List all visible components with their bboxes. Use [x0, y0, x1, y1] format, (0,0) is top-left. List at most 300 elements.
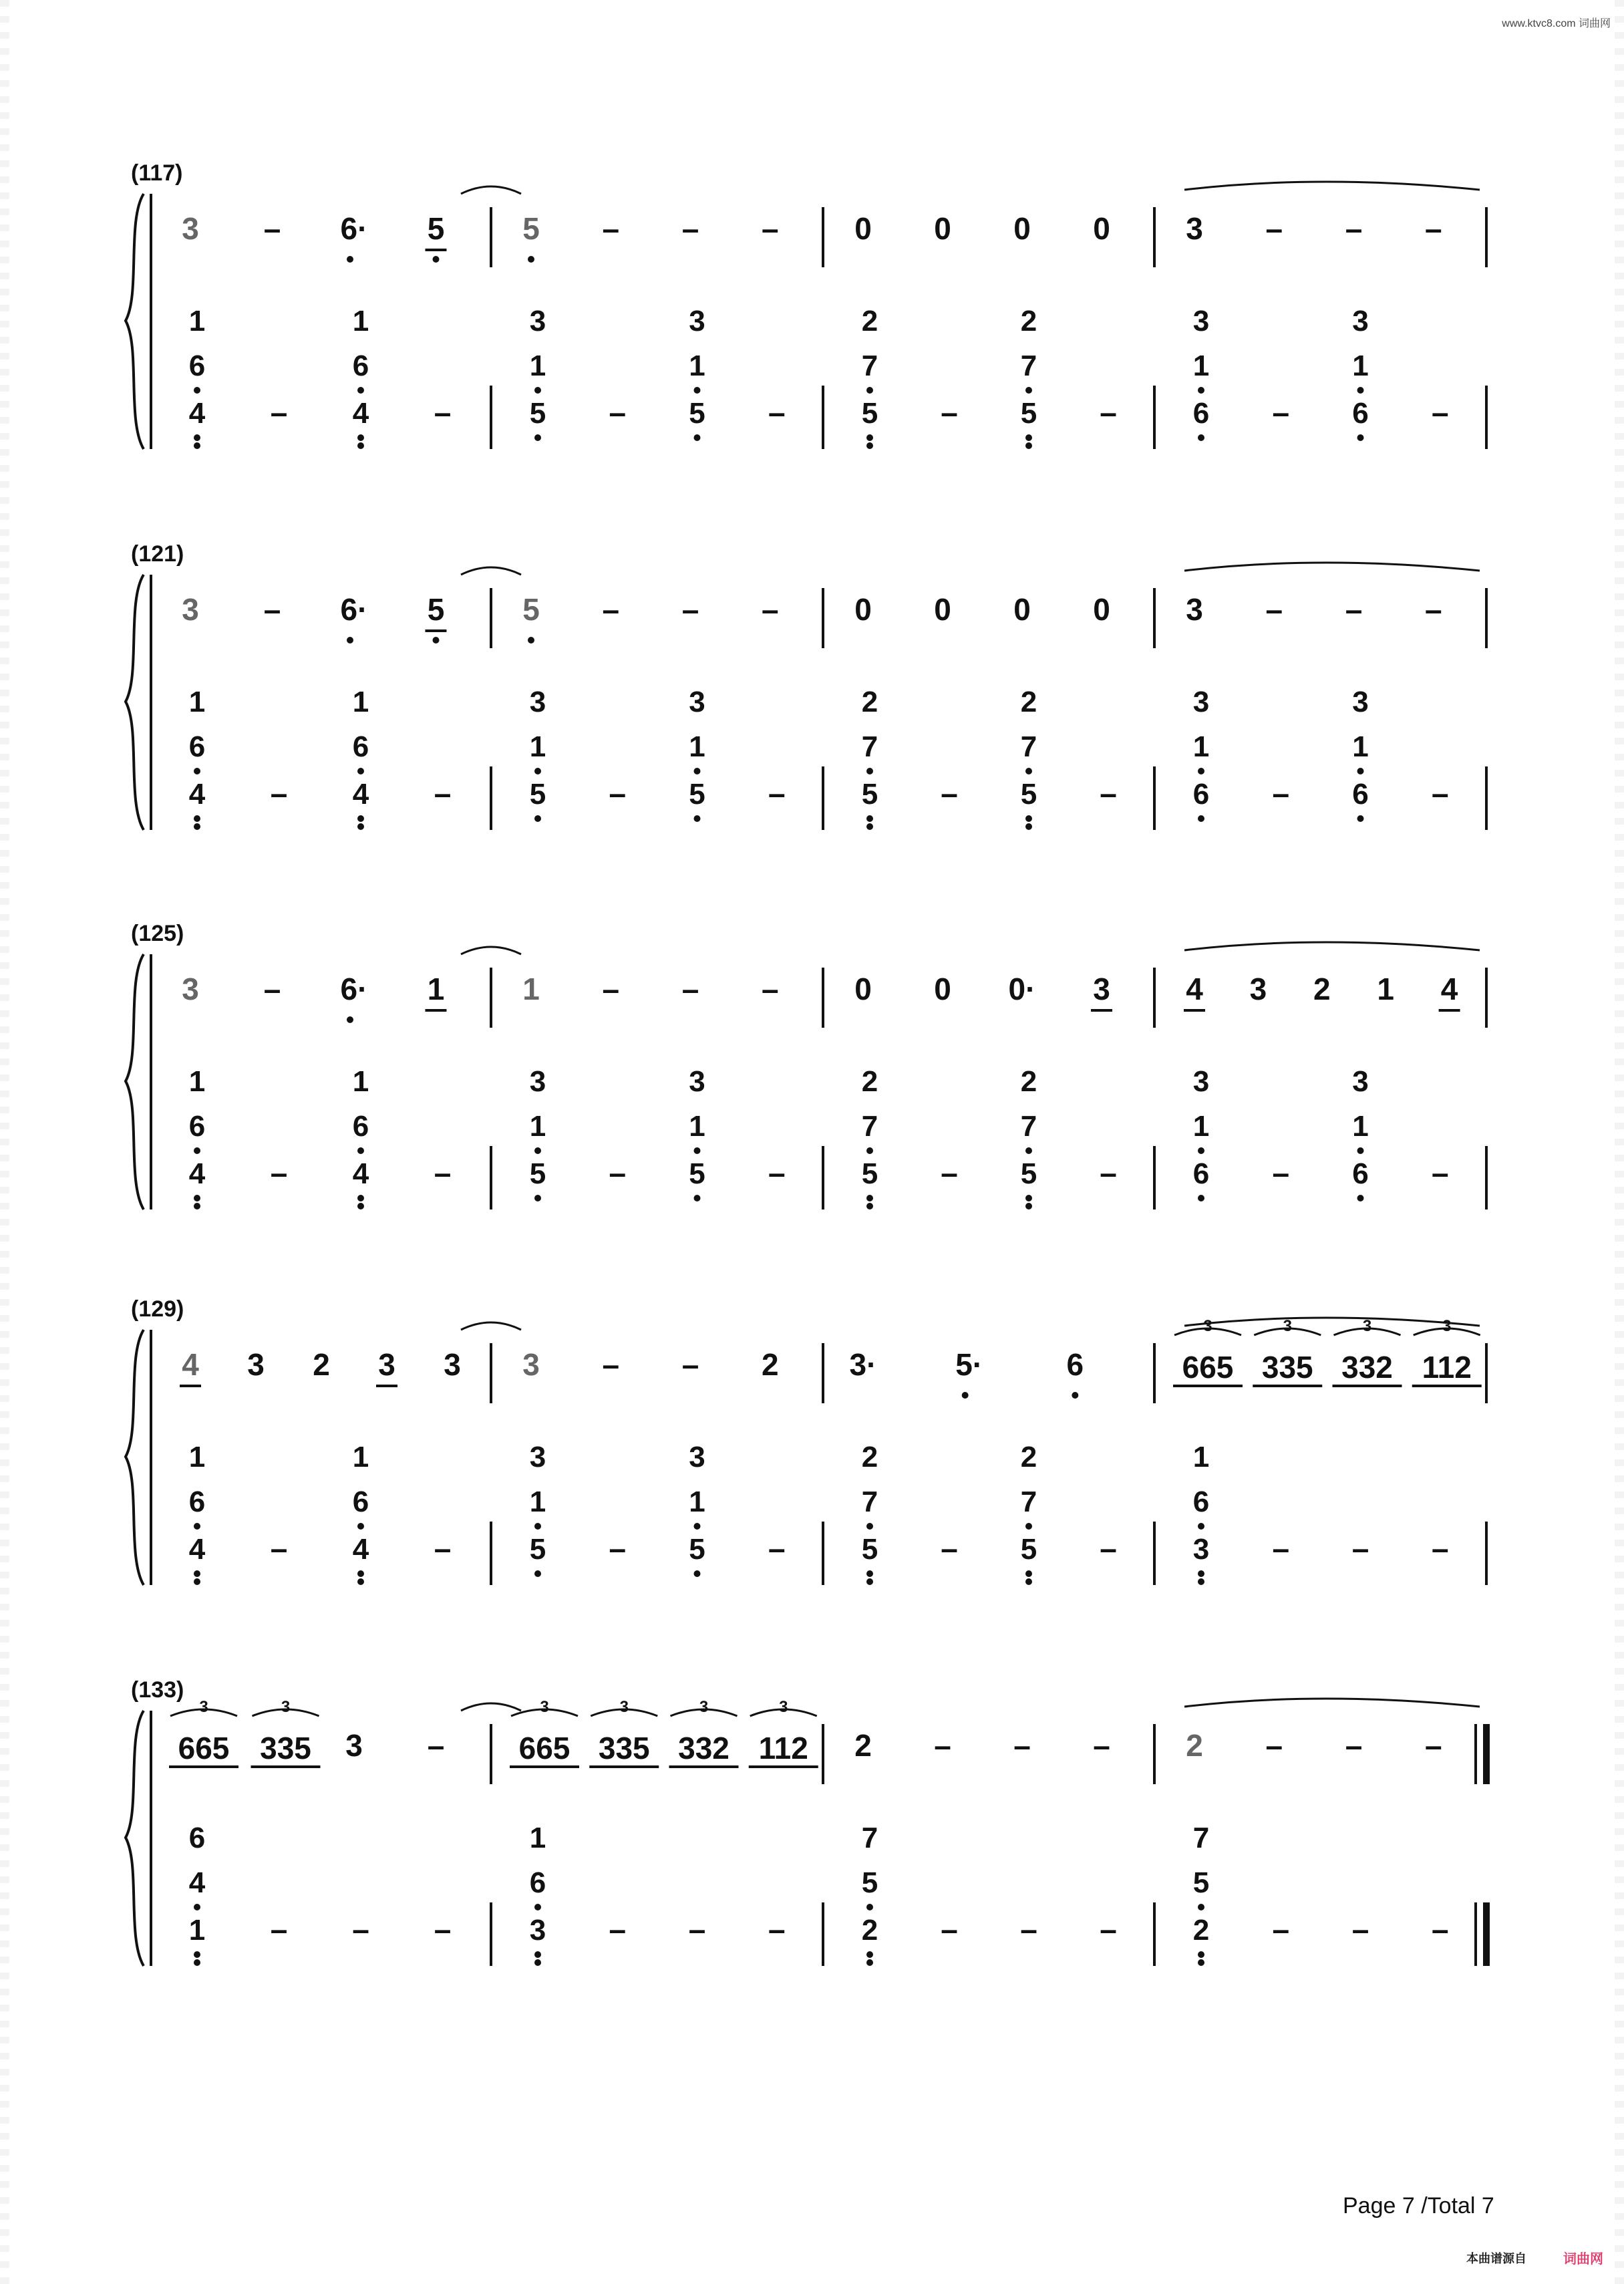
slur-arc [1184, 182, 1480, 190]
low-octave-dot [1025, 823, 1032, 830]
low-octave-dot [433, 637, 440, 644]
chord-note: 5 [529, 778, 546, 811]
low-octave-dot [1198, 1578, 1204, 1585]
low-octave-dot [694, 815, 701, 822]
low-octave-dot [962, 1392, 969, 1399]
low-octave-dot [357, 387, 364, 394]
chord-note: 6 [352, 349, 369, 382]
chord-note: 5 [529, 397, 546, 430]
low-octave-dot [1198, 1195, 1204, 1201]
triplet-number: 3 [1283, 1317, 1292, 1335]
chord-note: 5 [689, 1533, 705, 1566]
melody-note: 0 [1013, 592, 1031, 627]
chord-note: 2 [1020, 1441, 1037, 1473]
tie-arc [461, 947, 521, 954]
melody-note: 6· [340, 211, 368, 246]
low-octave-dot [528, 256, 534, 263]
low-octave-dot [1025, 1578, 1032, 1585]
chord-note: 3 [689, 686, 705, 718]
low-octave-dot [528, 637, 534, 644]
chord-note: 6 [1352, 397, 1369, 430]
rest-dash: – [768, 1531, 786, 1566]
rest-dash: – [270, 1912, 288, 1947]
chord-note: 1 [1352, 730, 1369, 763]
chord-note: 7 [861, 1485, 878, 1518]
chord-note: 5 [1192, 1866, 1210, 1899]
low-octave-dot [1025, 387, 1032, 394]
melody-note: 2 [313, 1347, 330, 1382]
triplet-notes: 332 [1341, 1350, 1393, 1385]
chord-note: 5 [1020, 397, 1037, 430]
page-number: Page 7 /Total 7 [1343, 2193, 1494, 2219]
low-octave-dot [694, 1147, 701, 1154]
low-octave-dot [194, 1951, 200, 1958]
low-octave-dot [357, 1570, 364, 1577]
chord-note: 3 [1192, 305, 1210, 337]
rest-dash: – [1431, 776, 1449, 811]
low-octave-dot [1025, 768, 1032, 774]
melody-note: 0 [854, 211, 872, 246]
rest-dash: – [1272, 1155, 1290, 1190]
rest-dash: – [941, 1155, 958, 1190]
tie-arc [461, 567, 521, 575]
rest-dash: – [681, 1347, 699, 1382]
chord-note: 3 [689, 1441, 705, 1473]
chord-note: 5 [1020, 778, 1037, 811]
rest-dash: – [1424, 211, 1442, 246]
melody-note: 0 [854, 972, 872, 1006]
low-octave-dot [357, 1578, 364, 1585]
chord-note: 3 [1192, 686, 1210, 718]
low-octave-dot [194, 434, 200, 441]
low-octave-dot [194, 1195, 200, 1201]
melody-note: 3 [345, 1728, 363, 1763]
low-octave-dot [866, 1904, 873, 1910]
chord-note: 3 [1192, 1533, 1210, 1566]
chord-note: 1 [689, 349, 705, 382]
triplet-notes: 112 [1422, 1350, 1472, 1385]
chord-note: 3 [689, 1065, 705, 1098]
triplet-number: 3 [540, 1698, 549, 1716]
rest-dash: – [1093, 1728, 1110, 1763]
chord-note: 3 [1192, 1065, 1210, 1098]
chord-note: 7 [861, 1822, 878, 1854]
melody-note: 3 [182, 592, 199, 627]
low-octave-dot [866, 823, 873, 830]
low-octave-dot [357, 442, 364, 449]
triplet-number: 3 [619, 1698, 629, 1716]
triplet-notes: 335 [598, 1731, 650, 1765]
chord-note: 5 [1020, 1533, 1037, 1566]
chord-note: 7 [1020, 1485, 1037, 1518]
melody-note: 3· [849, 1347, 877, 1382]
low-octave-dot [194, 1578, 200, 1585]
chord-note: 1 [188, 305, 206, 337]
low-octave-dot [357, 1203, 364, 1209]
rest-dash: – [609, 395, 627, 430]
triplet-notes: 665 [518, 1731, 571, 1765]
low-octave-dot [1025, 442, 1032, 449]
rest-dash: – [1100, 395, 1117, 430]
low-octave-dot [1357, 387, 1364, 394]
rest-dash: – [434, 1912, 452, 1947]
system-brace [126, 1330, 144, 1585]
chord-note: 3 [689, 305, 705, 337]
chord-note: 1 [1192, 349, 1210, 382]
triplet-number: 3 [199, 1698, 208, 1716]
rest-dash: – [1424, 592, 1442, 627]
low-octave-dot [357, 815, 364, 822]
rest-dash: – [263, 211, 281, 246]
low-octave-dot [534, 387, 541, 394]
rest-dash: – [352, 1912, 369, 1947]
chord-note: 1 [689, 1110, 705, 1143]
melody-note: 6 [1066, 1347, 1084, 1382]
low-octave-dot [1198, 434, 1204, 441]
chord-note: 1 [1192, 730, 1210, 763]
rest-dash: – [1265, 211, 1283, 246]
melody-note: 6· [340, 972, 368, 1006]
low-octave-dot [866, 1951, 873, 1958]
low-octave-dot [694, 1523, 701, 1530]
melody-note: 3 [1093, 972, 1110, 1006]
triplet-notes: 332 [678, 1731, 729, 1765]
chord-note: 5 [861, 1157, 878, 1190]
low-octave-dot [194, 1959, 200, 1966]
chord-note: 6 [529, 1866, 546, 1899]
chord-note: 6 [188, 1485, 206, 1518]
rest-dash: – [768, 395, 786, 430]
rest-dash: – [434, 1531, 452, 1566]
chord-note: 1 [529, 1822, 546, 1854]
low-octave-dot [534, 1904, 541, 1910]
slur-arc [1184, 1699, 1480, 1707]
rest-dash: – [1265, 1728, 1283, 1763]
melody-note: 0· [1008, 972, 1036, 1006]
rest-dash: – [1345, 1728, 1363, 1763]
triplet-number: 3 [281, 1698, 291, 1716]
rest-dash: – [1265, 592, 1283, 627]
low-octave-dot [1357, 768, 1364, 774]
chord-note: 6 [188, 730, 206, 763]
rest-dash: – [681, 211, 699, 246]
chord-note: 2 [861, 1914, 878, 1947]
chord-note: 2 [1020, 305, 1037, 337]
low-octave-dot [534, 1147, 541, 1154]
chord-note: 1 [188, 1065, 206, 1098]
chord-note: 2 [861, 305, 878, 337]
chord-note: 6 [188, 349, 206, 382]
chord-note: 1 [352, 686, 369, 718]
chord-note: 5 [689, 1157, 705, 1190]
rest-dash: – [1431, 395, 1449, 430]
chord-note: 1 [529, 1485, 546, 1518]
rest-dash: – [602, 972, 620, 1006]
rest-dash: – [1100, 776, 1117, 811]
low-octave-dot [866, 768, 873, 774]
low-octave-dot [534, 1959, 541, 1966]
rest-dash: – [941, 1912, 958, 1947]
melody-note: 0 [1093, 211, 1110, 246]
triplet-number: 3 [1362, 1317, 1372, 1335]
low-octave-dot [694, 768, 701, 774]
low-octave-dot [1198, 1570, 1204, 1577]
chord-note: 5 [861, 1533, 878, 1566]
low-octave-dot [534, 815, 541, 822]
low-octave-dot [1198, 815, 1204, 822]
melody-note: 3 [182, 211, 199, 246]
chord-note: 2 [1020, 686, 1037, 718]
low-octave-dot [694, 1570, 701, 1577]
rest-dash: – [1100, 1531, 1117, 1566]
rest-dash: – [270, 1531, 288, 1566]
melody-note: 2 [1186, 1728, 1203, 1763]
low-octave-dot [1357, 1195, 1364, 1201]
chord-note: 6 [1192, 1485, 1210, 1518]
rest-dash: – [1100, 1912, 1117, 1947]
melody-note: 5 [427, 211, 445, 246]
low-octave-dot [194, 1203, 200, 1209]
low-octave-dot [1198, 1523, 1204, 1530]
chord-note: 1 [1192, 1110, 1210, 1143]
low-octave-dot [1025, 1570, 1032, 1577]
low-octave-dot [534, 768, 541, 774]
chord-note: 4 [352, 1157, 369, 1190]
chord-note: 1 [352, 1441, 369, 1473]
chord-note: 4 [352, 778, 369, 811]
melody-note: 1 [427, 972, 445, 1006]
chord-note: 6 [1192, 778, 1210, 811]
chord-note: 1 [1352, 1110, 1369, 1143]
chord-note: 6 [352, 730, 369, 763]
chord-note: 1 [188, 686, 206, 718]
melody-note: 3 [444, 1347, 461, 1382]
low-octave-dot [194, 1904, 200, 1910]
melody-note: 6· [340, 592, 368, 627]
low-octave-dot [347, 1016, 353, 1023]
chord-note: 3 [1352, 686, 1369, 718]
chord-note: 3 [529, 1441, 546, 1473]
chord-note: 4 [188, 778, 206, 811]
slur-arc [1184, 942, 1480, 950]
low-octave-dot [866, 1195, 873, 1201]
low-octave-dot [194, 768, 200, 774]
system-brace [126, 194, 144, 449]
low-octave-dot [194, 442, 200, 449]
chord-note: 1 [188, 1441, 206, 1473]
triplet-number: 3 [1442, 1317, 1452, 1335]
chord-note: 5 [861, 778, 878, 811]
chord-note: 6 [188, 1822, 206, 1854]
chord-note: 6 [352, 1485, 369, 1518]
rest-dash: – [609, 1912, 627, 1947]
chord-note: 1 [529, 349, 546, 382]
site-watermark: www.ktvc8.com 词曲网 [1502, 18, 1611, 29]
chord-note: 4 [188, 1866, 206, 1899]
low-octave-dot [866, 1570, 873, 1577]
system-brace [126, 575, 144, 830]
low-octave-dot [357, 1195, 364, 1201]
triplet-notes: 665 [1182, 1350, 1234, 1385]
chord-note: 2 [861, 1441, 878, 1473]
low-octave-dot [866, 442, 873, 449]
melody-note: 0 [934, 592, 951, 627]
melody-note: 5 [522, 211, 540, 246]
melody-note: 2 [1313, 972, 1331, 1006]
low-octave-dot [194, 823, 200, 830]
chord-note: 4 [352, 1533, 369, 1566]
rest-dash: – [1351, 1912, 1369, 1947]
low-octave-dot [694, 434, 701, 441]
triplet-number: 3 [1203, 1317, 1212, 1335]
low-octave-dot [1025, 1523, 1032, 1530]
rest-dash: – [609, 1531, 627, 1566]
melody-note: 3 [247, 1347, 265, 1382]
low-octave-dot [1025, 815, 1032, 822]
chord-note: 6 [1192, 397, 1210, 430]
melody-note: 4 [182, 1347, 199, 1382]
melody-note: 3 [378, 1347, 395, 1382]
melody-note: 4 [1440, 972, 1458, 1006]
rest-dash: – [761, 972, 779, 1006]
chord-note: 1 [352, 1065, 369, 1098]
melody-note: 5 [427, 592, 445, 627]
low-octave-dot [1357, 1147, 1364, 1154]
rest-dash: – [602, 592, 620, 627]
rest-dash: – [1431, 1531, 1449, 1566]
triplet-number: 3 [699, 1698, 709, 1716]
chord-note: 4 [188, 397, 206, 430]
low-octave-dot [866, 387, 873, 394]
low-octave-dot [866, 1959, 873, 1966]
measure-number: (121) [131, 541, 184, 567]
low-octave-dot [534, 1951, 541, 1958]
low-octave-dot [357, 1523, 364, 1530]
rest-dash: – [688, 1912, 706, 1947]
melody-note: 3 [1186, 592, 1203, 627]
rest-dash: – [1100, 1155, 1117, 1190]
low-octave-dot [534, 434, 541, 441]
chord-note: 7 [1020, 1110, 1037, 1143]
slur-arc [1184, 563, 1480, 571]
melody-note: 0 [1013, 211, 1031, 246]
chord-note: 7 [1020, 730, 1037, 763]
triplet-number: 3 [779, 1698, 788, 1716]
rest-dash: – [434, 395, 452, 430]
chord-note: 1 [352, 305, 369, 337]
system-brace [126, 954, 144, 1209]
rest-dash: – [609, 776, 627, 811]
low-octave-dot [866, 815, 873, 822]
melody-note: 4 [1186, 972, 1203, 1006]
melody-note: 3 [1249, 972, 1267, 1006]
rest-dash: – [1345, 592, 1363, 627]
tie-arc [461, 1322, 521, 1330]
chord-note: 6 [1352, 1157, 1369, 1190]
chord-note: 6 [352, 1110, 369, 1143]
chord-note: 6 [1352, 778, 1369, 811]
chord-note: 7 [861, 1110, 878, 1143]
system-brace [126, 1711, 144, 1966]
chord-note: 5 [1020, 1157, 1037, 1190]
rest-dash: – [1272, 776, 1290, 811]
rest-dash: – [768, 1912, 786, 1947]
chord-note: 4 [188, 1157, 206, 1190]
low-octave-dot [194, 1570, 200, 1577]
melody-note: 2 [854, 1728, 872, 1763]
low-octave-dot [866, 1203, 873, 1209]
chord-note: 7 [861, 730, 878, 763]
rest-dash: – [1272, 1912, 1290, 1947]
rest-dash: – [427, 1728, 445, 1763]
rest-dash: – [941, 776, 958, 811]
rest-dash: – [434, 1155, 452, 1190]
rest-dash: – [1424, 1728, 1442, 1763]
chord-note: 7 [861, 349, 878, 382]
low-octave-dot [1198, 1147, 1204, 1154]
triplet-notes: 335 [1261, 1350, 1313, 1385]
tie-arc [461, 1703, 521, 1711]
measure-number: (125) [131, 921, 184, 946]
rest-dash: – [609, 1155, 627, 1190]
slur-arc [1184, 1318, 1480, 1326]
rest-dash: – [934, 1728, 951, 1763]
triplet-notes: 335 [260, 1731, 311, 1765]
melody-note: 0 [1093, 592, 1110, 627]
triplet-notes: 665 [178, 1731, 230, 1765]
rest-dash: – [1345, 211, 1363, 246]
rest-dash: – [270, 1155, 288, 1190]
melody-note: 0 [934, 972, 951, 1006]
chord-note: 5 [529, 1533, 546, 1566]
rest-dash: – [941, 395, 958, 430]
low-octave-dot [1198, 1951, 1204, 1958]
rest-dash: – [1272, 395, 1290, 430]
chord-note: 1 [1352, 349, 1369, 382]
chord-note: 3 [529, 305, 546, 337]
rest-dash: – [681, 592, 699, 627]
chord-note: 3 [1352, 1065, 1369, 1098]
rest-dash: – [1431, 1155, 1449, 1190]
low-octave-dot [357, 823, 364, 830]
rest-dash: – [263, 972, 281, 1006]
low-octave-dot [866, 1578, 873, 1585]
chord-note: 7 [1192, 1822, 1210, 1854]
low-octave-dot [1198, 1959, 1204, 1966]
rest-dash: – [434, 776, 452, 811]
low-octave-dot [1198, 387, 1204, 394]
rest-dash: – [602, 211, 620, 246]
low-octave-dot [694, 1195, 701, 1201]
low-octave-dot [1025, 1195, 1032, 1201]
low-octave-dot [357, 434, 364, 441]
low-octave-dot [194, 1523, 200, 1530]
low-octave-dot [1198, 768, 1204, 774]
rest-dash: – [1272, 1531, 1290, 1566]
triplet-notes: 112 [758, 1731, 808, 1765]
rest-dash: – [602, 1347, 620, 1382]
chord-note: 2 [861, 1065, 878, 1098]
rest-dash: – [1013, 1728, 1031, 1763]
low-octave-dot [534, 1570, 541, 1577]
chord-note: 2 [861, 686, 878, 718]
source-credit: 本曲谱源自 [1466, 2252, 1526, 2266]
low-octave-dot [347, 637, 353, 644]
chord-note: 5 [689, 397, 705, 430]
low-octave-dot [357, 768, 364, 774]
chord-note: 3 [1352, 305, 1369, 337]
melody-note: 1 [1377, 972, 1394, 1006]
